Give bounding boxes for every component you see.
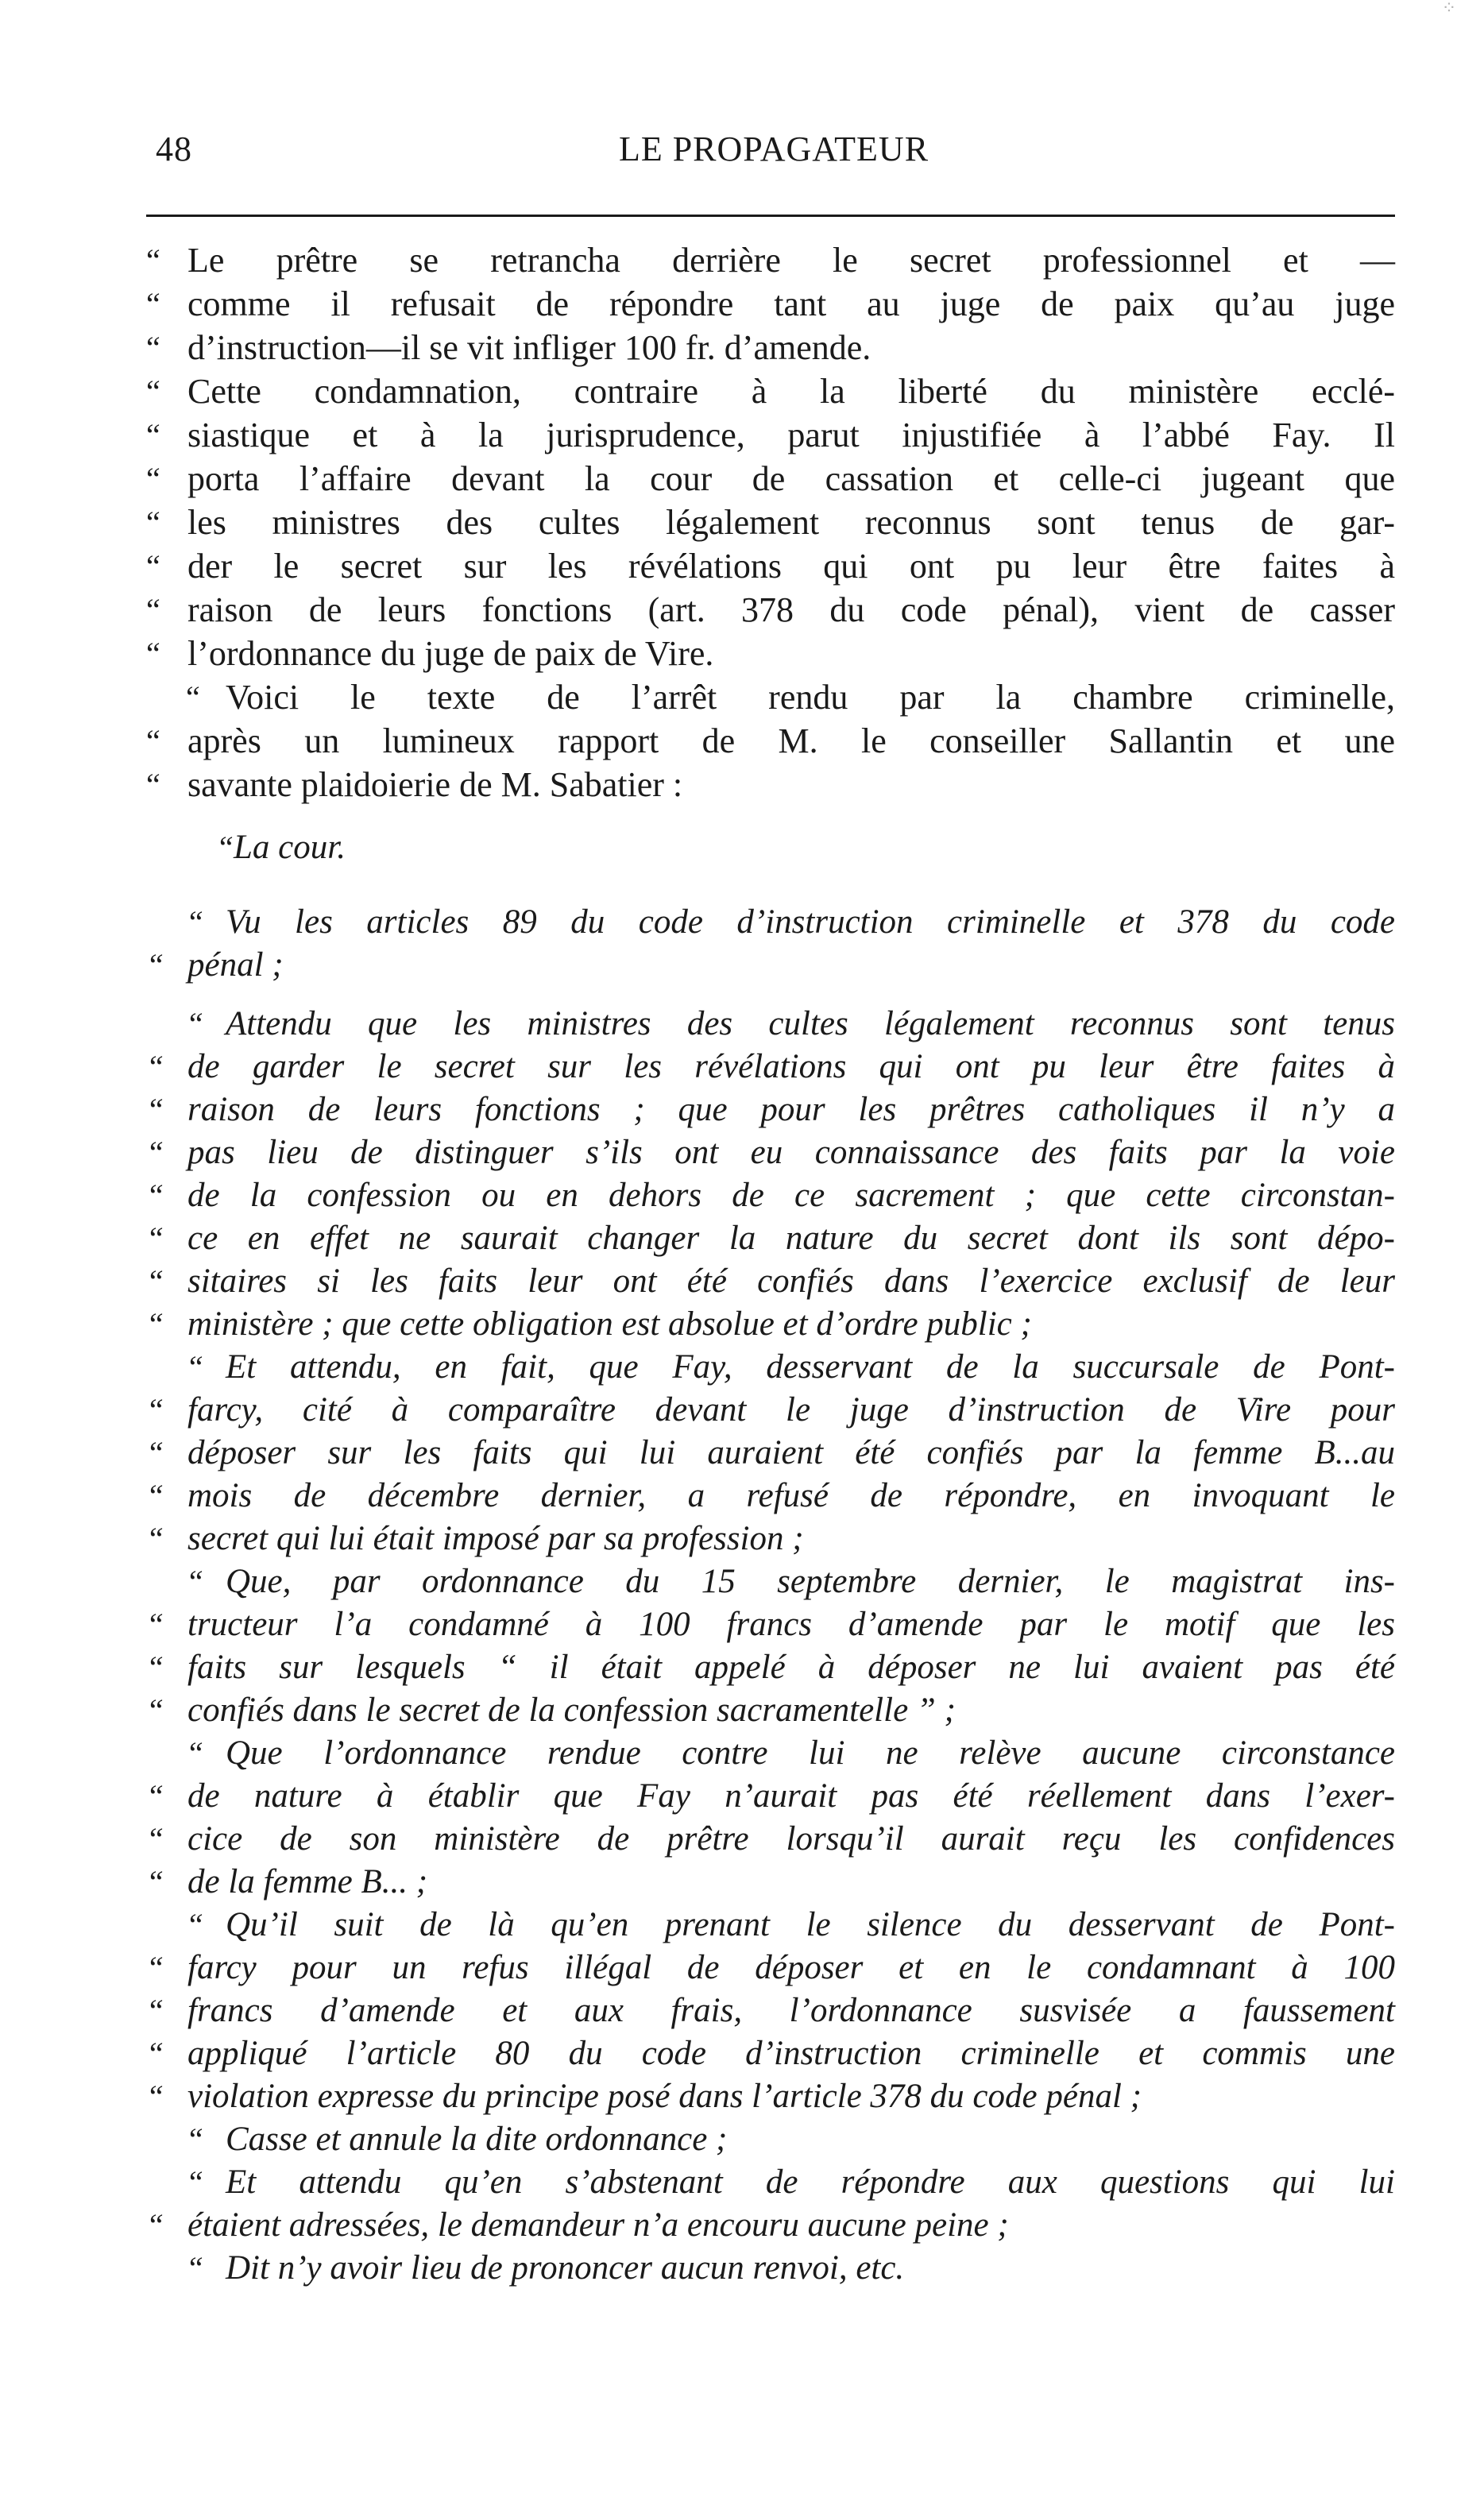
text-line: “ Le prêtre se retrancha derrière le secret professionnel et — <box>146 238 1395 282</box>
quote-mark: “ <box>146 286 160 322</box>
quote-mark: “ <box>146 2207 164 2243</box>
decree-line: “ secret qui lui était imposé par sa profession ; <box>146 1518 1395 1560</box>
text-line: “ après un lumineux rapport de M. le conseiller Sallantin et une <box>146 719 1395 763</box>
quote-mark: “ <box>186 2121 204 2157</box>
text-line: “ l’ordonnance du juge de paix de Vire. <box>146 632 1395 675</box>
quote-mark: “ <box>146 1049 164 1085</box>
decree-line: “ Qu’il suit de là qu’en prenant le silence du desservant de Pont- <box>146 1904 1395 1947</box>
quote-mark: “ <box>146 417 160 453</box>
decree-line: “ francs d’amende et aux frais, l’ordonnance susvisée a faussement <box>146 1989 1395 2032</box>
quote-mark: “ <box>146 947 164 983</box>
page-number: 48 <box>156 130 192 168</box>
text-line: “ porta l’affaire devant la cour de cassation et celle-ci jugeant que <box>146 457 1395 501</box>
quote-mark: “ <box>186 2250 204 2286</box>
decree-line: “ farcy, cité à comparaître devant le juge d’instruction de Vire pour <box>146 1389 1395 1432</box>
decree-line: “ mois de décembre dernier, a refusé de répondre, en invoquant le <box>146 1475 1395 1518</box>
decree-line: “ pas lieu de distinguer s’ils ont eu connaissance des faits par la voie <box>146 1131 1395 1174</box>
decree-line: “ sitaires si les faits leur ont été confiés dans l’exercice exclusif de leur <box>146 1260 1395 1303</box>
decree-line: “ faits sur lesquels “ il était appelé à déposer ne lui avaient pas été <box>146 1646 1395 1689</box>
page-edge-ornament: ⁘ <box>1441 0 1457 18</box>
quote-mark: “ <box>146 242 160 278</box>
decree-line: “ étaient adressées, le demandeur n’a encouru aucune peine ; <box>146 2204 1395 2247</box>
decree-line: “ ministère ; que cette obligation est absolue et d’ordre public ; <box>146 1303 1395 1346</box>
decree-heading: “ La cour. <box>146 826 1395 869</box>
decree-line: “ Et attendu qu’en s’abstenant de répondre aux questions qui lui <box>146 2161 1395 2204</box>
quote-mark: “ <box>146 1306 164 1342</box>
text-line: “ d’instruction—il se vit infliger 100 fr. d’amende. <box>146 326 1395 369</box>
quote-mark: “ <box>146 1821 164 1857</box>
decree-line: “ cice de son ministère de prêtre lorsqu’il aurait reçu les confidences <box>146 1818 1395 1861</box>
quote-mark: “ <box>146 1263 164 1299</box>
quote-mark: “ <box>146 1092 164 1127</box>
quote-mark: “ <box>146 2078 164 2114</box>
decree-line: “ appliqué l’article 80 du code d’instruction criminelle et commis une <box>146 2032 1395 2075</box>
court-decree <box>146 826 1395 2290</box>
text-line: “ der le secret sur les révélations qui ont pu leur être faites à <box>146 544 1395 588</box>
quote-mark: “ <box>146 1607 164 1642</box>
quote-mark: “ <box>146 1392 164 1428</box>
text-line: “ savante plaidoierie de M. Sabatier : <box>146 763 1395 806</box>
decree-line: “ de garder le secret sur les révélations qui ont pu leur être faites à <box>146 1046 1395 1088</box>
text-line: “ siastique et à la jurisprudence, parut injustifiée à l’abbé Fay. Il <box>146 413 1395 457</box>
decree-line: “ de la femme B... ; <box>146 1861 1395 1904</box>
decree-line: “ de la confession ou en dehors de ce sacrement ; que cette circonstan- <box>146 1174 1395 1217</box>
decree-line: “ pénal ; <box>146 944 1395 987</box>
header-rule <box>146 215 1395 217</box>
page-header <box>156 126 1392 173</box>
decree-line: “ Casse et annule la dite ordonnance ; <box>146 2118 1395 2161</box>
quote-mark: “ <box>146 461 160 497</box>
quote-mark: “ <box>186 679 200 715</box>
quote-mark: “ <box>186 904 204 940</box>
quote-mark: “ <box>146 505 160 540</box>
quote-mark: “ <box>146 548 160 584</box>
decree-line: “ Attendu que les ministres des cultes légalement reconnus sont tenus <box>146 1003 1395 1046</box>
decree-line: “ Que l’ordonnance rendue contre lui ne relève aucune circonstance <box>146 1732 1395 1775</box>
quote-mark: “ <box>146 1993 164 2028</box>
text-line: “ Cette condamnation, contraire à la liberté du ministère ecclé- <box>146 369 1395 413</box>
quote-mark: “ <box>146 373 160 409</box>
quote-mark: “ <box>186 1564 204 1599</box>
decree-line: “ déposer sur les faits qui lui auraient été confiés par la femme B...au <box>146 1432 1395 1475</box>
decree-line: “ Que, par ordonnance du 15 septembre dernier, le magistrat ins- <box>146 1560 1395 1603</box>
quote-mark: “ <box>146 1478 164 1514</box>
quote-mark: “ <box>186 1907 204 1943</box>
quote-mark: “ <box>146 1950 164 1986</box>
quote-mark: “ <box>146 636 160 671</box>
quote-mark: “ <box>146 767 160 802</box>
quote-mark: “ <box>146 1521 164 1556</box>
quote-mark: “ <box>186 1006 204 1042</box>
decree-line: “ ce en effet ne saurait changer la nature du secret dont ils sont dépo- <box>146 1217 1395 1260</box>
decree-line: “ Et attendu, en fait, que Fay, desservant de la succursale de Pont- <box>146 1346 1395 1389</box>
decree-line: “ tructeur l’a condamné à 100 francs d’amende par le motif que les <box>146 1603 1395 1646</box>
quote-mark: “ <box>146 592 160 628</box>
quote-mark: “ <box>146 1435 164 1471</box>
text-line: “ Voici le texte de l’arrêt rendu par la chambre criminelle, <box>146 675 1395 719</box>
quote-mark: “ <box>216 829 234 865</box>
decree-line: “ Dit n’y avoir lieu de prononcer aucun renvoi, etc. <box>146 2247 1395 2290</box>
quote-mark: “ <box>186 1735 204 1771</box>
narrative-text <box>146 238 1395 806</box>
decree-line: “ farcy pour un refus illégal de déposer et en le condamnant à 100 <box>146 1947 1395 1989</box>
running-title: LE PROPAGATEUR <box>618 130 929 168</box>
quote-mark: “ <box>146 330 160 365</box>
text-line: “ comme il refusait de répondre tant au juge de paix qu’au juge <box>146 282 1395 326</box>
quote-mark: “ <box>146 1135 164 1170</box>
quote-mark: “ <box>186 1349 204 1385</box>
decree-line: “ de nature à établir que Fay n’aurait pas été réellement dans l’exer- <box>146 1775 1395 1818</box>
quote-mark: “ <box>146 1864 164 1900</box>
decree-line: “ confiés dans le secret de la confession sacramentelle ” ; <box>146 1689 1395 1732</box>
quote-mark: “ <box>146 723 160 759</box>
quote-mark: “ <box>146 2036 164 2071</box>
text-line: “ raison de leurs fonctions (art. 378 du code pénal), vient de casser <box>146 588 1395 632</box>
quote-mark: “ <box>146 1220 164 1256</box>
decree-line: “ violation expresse du principe posé dans l’article 378 du code pénal ; <box>146 2075 1395 2118</box>
quote-mark: “ <box>186 2164 204 2200</box>
quote-mark: “ <box>146 1649 164 1685</box>
quote-mark: “ <box>146 1692 164 1728</box>
quote-mark: “ <box>146 1778 164 1814</box>
text-line: “ les ministres des cultes légalement reconnus sont tenus de gar- <box>146 501 1395 544</box>
decree-line: “ raison de leurs fonctions ; que pour les prêtres catholiques il n’y a <box>146 1088 1395 1131</box>
decree-line: “ Vu les articles 89 du code d’instruction criminelle et 378 du code <box>146 901 1395 944</box>
quote-mark: “ <box>146 1177 164 1213</box>
